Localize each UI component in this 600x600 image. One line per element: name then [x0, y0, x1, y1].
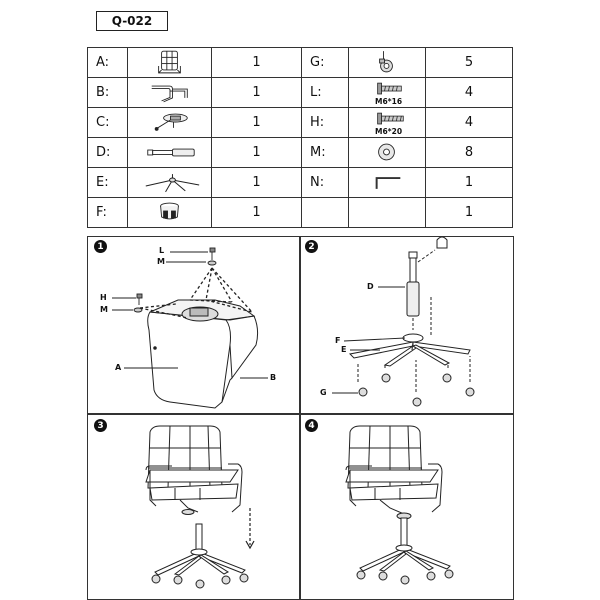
part-quantity: 1 — [212, 168, 302, 198]
part-code: L: — [302, 78, 349, 108]
step-number-badge: 4 — [305, 419, 318, 432]
part-quantity: 1 — [212, 138, 302, 168]
star-base-icon — [128, 168, 212, 198]
part-code: F: — [88, 198, 128, 228]
part-quantity: 1 — [426, 198, 513, 228]
step-1-panel — [87, 236, 301, 415]
table-row — [88, 48, 513, 78]
part-code: B: — [88, 78, 128, 108]
mechanism-plate-icon — [128, 108, 212, 138]
table-row — [88, 138, 513, 168]
part-code: M: — [302, 138, 349, 168]
step-number-badge: 3 — [94, 419, 107, 432]
label-m: M — [157, 257, 165, 266]
part-code: D: — [88, 138, 128, 168]
seat-back-icon — [128, 48, 212, 78]
table-row — [88, 168, 513, 198]
bolt-icon — [349, 78, 426, 108]
part-quantity: 1 — [212, 198, 302, 228]
step-2-panel — [299, 236, 514, 415]
label-m: M — [100, 305, 108, 314]
label-e: E — [341, 345, 347, 354]
part-quantity: 5 — [426, 48, 513, 78]
step-number-badge: 1 — [94, 240, 107, 253]
caster-icon — [349, 48, 426, 78]
bolt-icon — [349, 108, 426, 138]
gas-lift-cover-icon — [128, 198, 212, 228]
part-quantity: 1 — [426, 168, 513, 198]
part-code: A: — [88, 48, 128, 78]
parts-list-table — [87, 47, 513, 228]
bolt-size-label: M6*20 — [375, 127, 403, 136]
washer-icon — [349, 138, 426, 168]
part-quantity: 1 — [212, 48, 302, 78]
label-b: B — [270, 373, 277, 382]
bolt-size-label: M6*16 — [375, 97, 403, 106]
part-code: E: — [88, 168, 128, 198]
label-l: L — [159, 246, 165, 255]
empty-part-cell — [349, 198, 426, 228]
label-g: G — [320, 388, 327, 397]
step-number-badge: 2 — [305, 240, 318, 253]
label-a: A — [115, 363, 122, 372]
part-quantity: 1 — [212, 108, 302, 138]
table-row — [88, 108, 513, 138]
model-number: Q-022 — [96, 11, 168, 31]
part-quantity: 1 — [212, 78, 302, 108]
part-code: H: — [302, 108, 349, 138]
part-code — [302, 198, 349, 228]
allen-key-icon — [349, 168, 426, 198]
table-row — [88, 198, 513, 228]
step-4-panel — [299, 413, 514, 600]
part-code: G: — [302, 48, 349, 78]
part-code: N: — [302, 168, 349, 198]
part-quantity: 8 — [426, 138, 513, 168]
label-d: D — [367, 282, 374, 291]
armrest-icon — [128, 78, 212, 108]
part-quantity: 4 — [426, 78, 513, 108]
table-row — [88, 78, 513, 108]
part-code: C: — [88, 108, 128, 138]
label-h: H — [100, 293, 107, 302]
part-quantity: 4 — [426, 108, 513, 138]
label-f: F — [335, 336, 341, 345]
gas-lift-icon — [128, 138, 212, 168]
step-3-panel — [87, 413, 301, 600]
